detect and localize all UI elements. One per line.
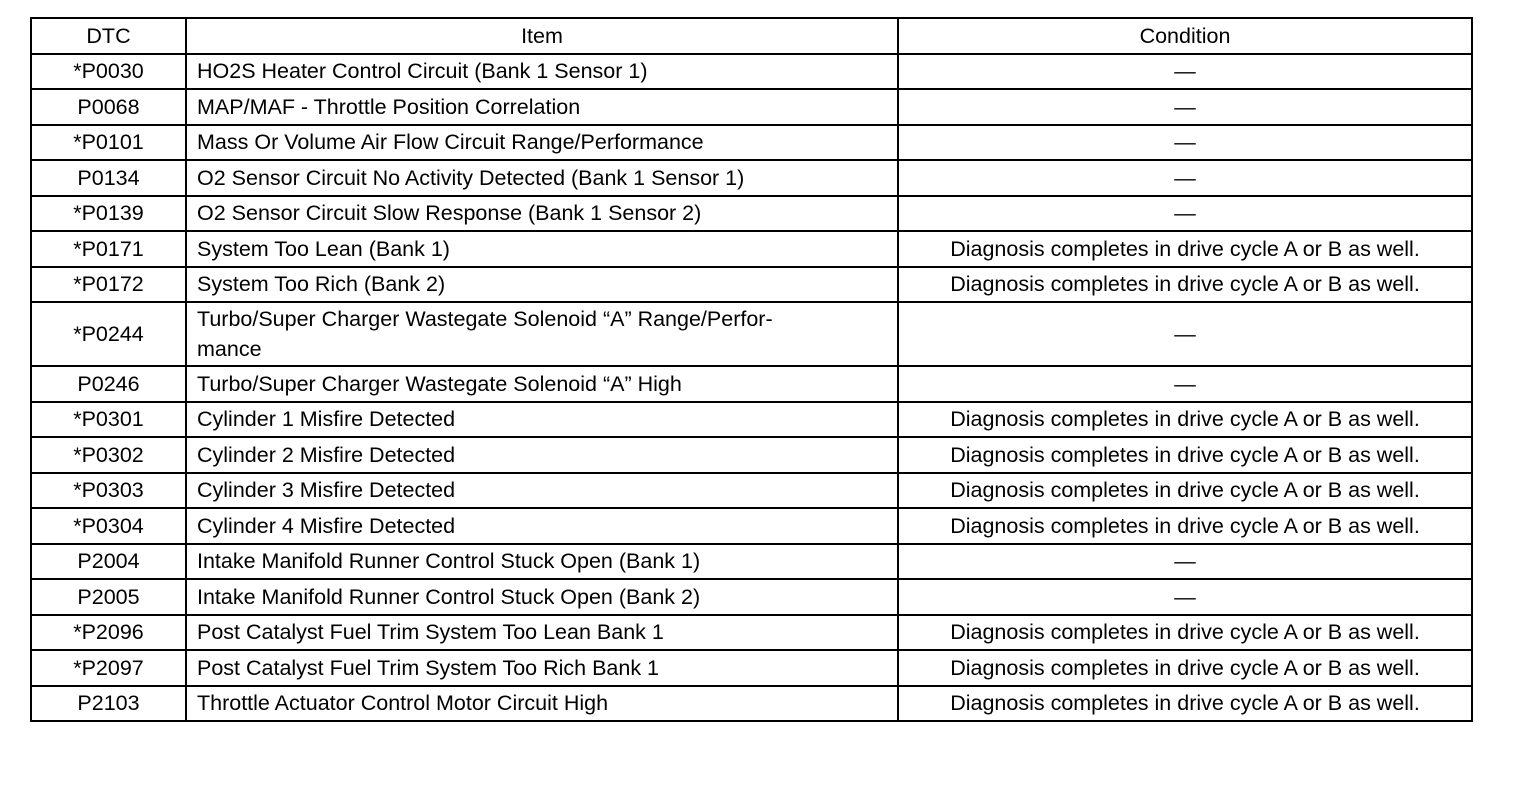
condition-text: Diagnosis completes in drive cycle A or B as well. [898,231,1472,267]
dtc-code: P0134 [31,160,186,196]
item-description: Cylinder 2 Misfire Detected [186,437,898,473]
table-row [31,196,1472,232]
item-description: MAP/MAF - Throttle Position Correlation [186,89,898,125]
table-row [31,402,1472,438]
condition-text: Diagnosis completes in drive cycle A or B as well. [898,686,1472,722]
condition-text: Diagnosis completes in drive cycle A or B as well. [898,402,1472,438]
dtc-code: P0246 [31,366,186,402]
table-row [31,89,1472,125]
dtc-code: *P0244 [31,302,186,366]
condition-text: Diagnosis completes in drive cycle A or B as well. [898,615,1472,651]
dtc-code: P2005 [31,579,186,615]
item-description: HO2S Heater Control Circuit (Bank 1 Sensor 1) [186,54,898,90]
header-condition: Condition [898,18,1472,54]
table-body [31,54,1472,722]
condition-text: Diagnosis completes in drive cycle A or B as well. [898,508,1472,544]
dtc-code: *P0303 [31,473,186,509]
dtc-code: *P0301 [31,402,186,438]
dtc-code: *P0302 [31,437,186,473]
table-row [31,650,1472,686]
condition-text: — [898,160,1472,196]
item-description: Cylinder 4 Misfire Detected [186,508,898,544]
dtc-code: P2103 [31,686,186,722]
item-description: Turbo/Super Charger Wastegate Solenoid “A” High [186,366,898,402]
condition-text: — [898,54,1472,90]
dtc-code: *P0139 [31,196,186,232]
table-row [31,231,1472,267]
condition-text: Diagnosis completes in drive cycle A or B as well. [898,473,1472,509]
dtc-code: *P0172 [31,267,186,303]
table-row [31,125,1472,161]
table-row [31,473,1472,509]
table-row [31,267,1472,303]
table-row [31,54,1472,90]
dtc-code: P0068 [31,89,186,125]
item-description: Post Catalyst Fuel Trim System Too Rich Bank 1 [186,650,898,686]
dtc-code: *P2096 [31,615,186,651]
condition-text: — [898,544,1472,580]
item-description: Throttle Actuator Control Motor Circuit High [186,686,898,722]
condition-text: — [898,579,1472,615]
header-dtc: DTC [31,18,186,54]
condition-text: Diagnosis completes in drive cycle A or B as well. [898,437,1472,473]
item-description: System Too Lean (Bank 1) [186,231,898,267]
table-row [31,579,1472,615]
table-row [31,544,1472,580]
condition-text: Diagnosis completes in drive cycle A or B as well. [898,650,1472,686]
item-description: System Too Rich (Bank 2) [186,267,898,303]
condition-text: Diagnosis completes in drive cycle A or B as well. [898,267,1472,303]
table-row [31,437,1472,473]
table-header [31,18,1472,54]
item-description: Mass Or Volume Air Flow Circuit Range/Performance [186,125,898,161]
table-row [31,615,1472,651]
condition-text: — [898,89,1472,125]
dtc-code: P2004 [31,544,186,580]
item-description: Cylinder 1 Misfire Detected [186,402,898,438]
item-description: Turbo/Super Charger Wastegate Solenoid “A” Range/Perfor- mance [186,302,898,366]
dtc-code: *P0171 [31,231,186,267]
condition-text: — [898,125,1472,161]
condition-text: — [898,366,1472,402]
condition-text: — [898,196,1472,232]
dtc-table [30,17,1473,722]
table-row [31,508,1472,544]
item-description: O2 Sensor Circuit Slow Response (Bank 1 Sensor 2) [186,196,898,232]
item-description: Cylinder 3 Misfire Detected [186,473,898,509]
header-row [31,18,1472,54]
dtc-code: *P2097 [31,650,186,686]
condition-text: — [898,302,1472,366]
table-row [31,302,1472,366]
item-description: Post Catalyst Fuel Trim System Too Lean Bank 1 [186,615,898,651]
item-description: Intake Manifold Runner Control Stuck Open (Bank 2) [186,579,898,615]
dtc-code: *P0101 [31,125,186,161]
table-row [31,686,1472,722]
dtc-code: *P0030 [31,54,186,90]
item-description: Intake Manifold Runner Control Stuck Open (Bank 1) [186,544,898,580]
table-row [31,160,1472,196]
item-description: O2 Sensor Circuit No Activity Detected (Bank 1 Sensor 1) [186,160,898,196]
table-row [31,366,1472,402]
dtc-code: *P0304 [31,508,186,544]
header-item: Item [186,18,898,54]
